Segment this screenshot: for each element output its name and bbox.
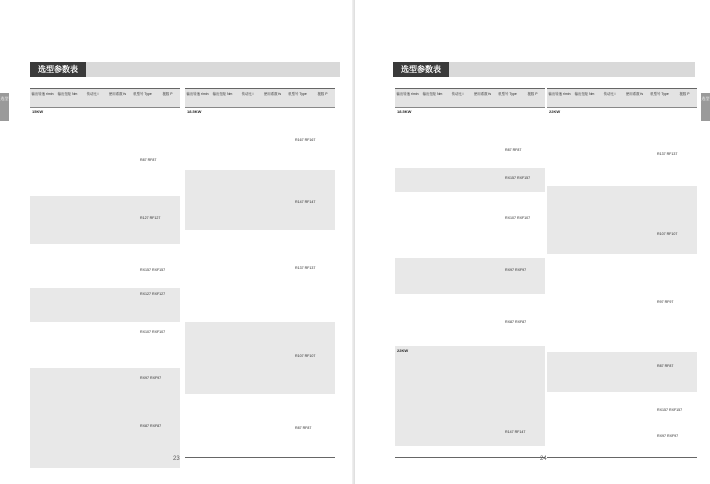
side-tab-right: 选型: [701, 93, 710, 121]
section-label: 18.5KW: [187, 109, 202, 114]
model-label: R97 RF97: [657, 300, 674, 304]
model-label: R167 RF167: [295, 138, 316, 142]
table-body: [395, 108, 545, 457]
col-torque: 输出扭矩 Nm: [422, 92, 443, 96]
row-band: [30, 368, 180, 468]
col-speed: 输出转速 r/min: [31, 92, 54, 96]
table-header: [395, 89, 545, 108]
page-number-left: 23: [173, 456, 180, 462]
col-poles: 极数 P: [162, 92, 173, 96]
col-speed: 输出转速 r/min: [548, 92, 571, 96]
model-label: R127 RF127: [140, 216, 161, 220]
col-fs: 使用系数 fs: [473, 92, 492, 96]
param-table-right-1: [395, 88, 545, 458]
col-torque: 输出扭矩 Nm: [212, 92, 233, 96]
col-type: 机型号 Type: [650, 92, 669, 96]
title-rule: [86, 62, 340, 77]
row-band: [547, 186, 697, 254]
title-rule: [449, 62, 695, 77]
model-label: R87 RF87: [140, 158, 157, 162]
col-ratio: 传动比 i: [451, 92, 464, 96]
table-header: [185, 89, 335, 108]
section-label: 22KW: [549, 109, 561, 114]
model-label: RX97 RXF97: [505, 268, 527, 272]
model-label: RX157 RXF157: [657, 408, 683, 412]
col-type: 机型号 Type: [498, 92, 517, 96]
model-label: RX87 RXF87: [505, 320, 527, 324]
model-label: R137 RF137: [295, 266, 316, 270]
model-label: R107 RF107: [295, 354, 316, 358]
model-label: R87 RF87: [295, 426, 312, 430]
col-fs: 使用系数 fs: [263, 92, 282, 96]
table-body: [547, 108, 697, 457]
table-body: [30, 108, 180, 457]
page-title-left: 选型参数表: [30, 62, 86, 77]
col-speed: 输出转速 r/min: [186, 92, 209, 96]
col-type: 机型号 Type: [133, 92, 152, 96]
model-label: R87 RF87: [657, 364, 674, 368]
table-header: [547, 89, 697, 108]
model-label: RX97 RXF97: [657, 434, 679, 438]
table-body: [185, 108, 335, 457]
model-label: RX107 RXF107: [140, 330, 166, 334]
model-label: R147 RF147: [295, 200, 316, 204]
side-tab-left: 选型: [0, 93, 9, 121]
table-header: [30, 89, 180, 108]
param-table-right-2: [547, 88, 697, 458]
row-band: [395, 258, 545, 294]
model-label: RX157 RXF157: [505, 176, 531, 180]
model-label: RX87 RXF87: [140, 424, 162, 428]
model-label: R147 RF147: [505, 430, 526, 434]
title-bar-left: [30, 62, 340, 77]
col-poles: 极数 P: [317, 92, 328, 96]
col-ratio: 传动比 i: [603, 92, 616, 96]
row-band: [547, 352, 697, 392]
col-torque: 输出扭矩 Nm: [57, 92, 78, 96]
col-poles: 极数 P: [679, 92, 690, 96]
param-table-left-2: [185, 88, 335, 458]
section-label: 22KW: [397, 348, 409, 353]
section-label: 15KW: [32, 109, 44, 114]
col-ratio: 传动比 i: [241, 92, 254, 96]
model-label: RX107 RXF107: [505, 216, 531, 220]
model-label: R107 RF107: [657, 232, 678, 236]
page-number-right: 24: [540, 456, 547, 462]
section-label: 18.5KW: [397, 109, 412, 114]
col-fs: 使用系数 fs: [108, 92, 127, 96]
model-label: RX127 RXF127: [140, 292, 166, 296]
page-title-right: 选型参数表: [393, 62, 449, 77]
col-type: 机型号 Type: [288, 92, 307, 96]
model-label: R137 RF137: [657, 152, 678, 156]
col-poles: 极数 P: [527, 92, 538, 96]
model-label: RX157 RXF157: [140, 268, 166, 272]
model-label: RX97 RXF97: [140, 376, 162, 380]
right-page: [355, 0, 710, 484]
col-ratio: 传动比 i: [86, 92, 99, 96]
col-fs: 使用系数 fs: [625, 92, 644, 96]
col-speed: 输出转速 r/min: [396, 92, 419, 96]
title-bar-right: [393, 62, 695, 77]
model-label: R87 RF87: [505, 148, 522, 152]
col-torque: 输出扭矩 Nm: [574, 92, 595, 96]
param-table-left-1: [30, 88, 180, 458]
